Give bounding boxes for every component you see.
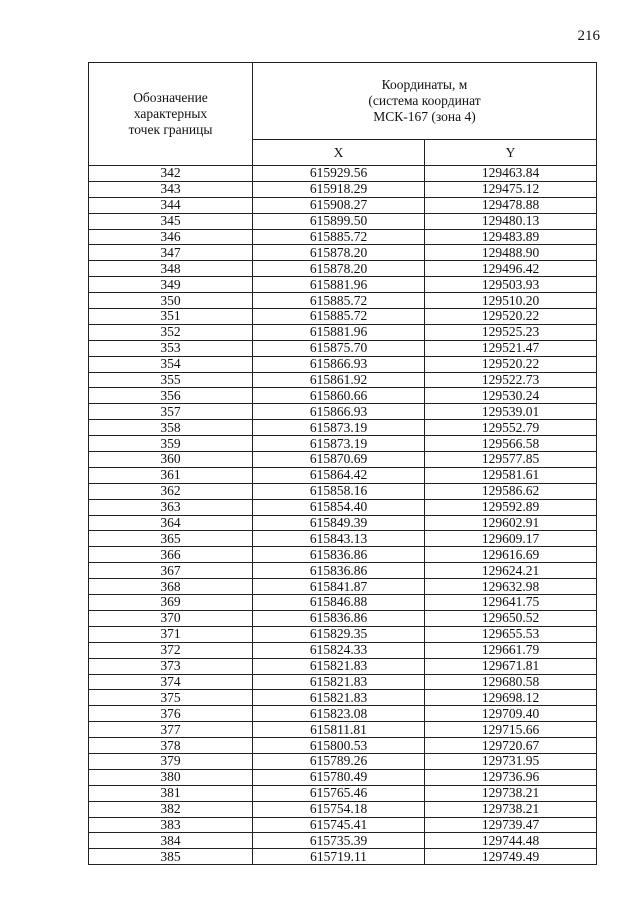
point-number-cell: 349 — [89, 277, 253, 293]
y-coordinate-cell: 129496.42 — [425, 261, 597, 277]
y-coordinate-cell: 129521.47 — [425, 340, 597, 356]
table-header — [89, 63, 597, 166]
coords-header-line-2: (система координат — [368, 93, 481, 109]
x-coordinate-cell: 615849.39 — [253, 515, 425, 531]
x-coordinate-cell: 615866.93 — [253, 404, 425, 420]
x-coordinate-cell: 615780.49 — [253, 769, 425, 785]
point-number-cell: 350 — [89, 293, 253, 309]
table-row — [89, 690, 597, 706]
point-number-cell: 352 — [89, 324, 253, 340]
x-coordinate-cell: 615885.72 — [253, 229, 425, 245]
table-row — [89, 626, 597, 642]
x-coordinate-cell: 615846.88 — [253, 595, 425, 611]
point-number-cell: 359 — [89, 436, 253, 452]
y-coordinate-cell: 129698.12 — [425, 690, 597, 706]
y-coordinate-cell: 129738.21 — [425, 785, 597, 801]
y-coordinate-cell: 129616.69 — [425, 547, 597, 563]
x-coordinate-cell: 615918.29 — [253, 181, 425, 197]
point-number-cell: 348 — [89, 261, 253, 277]
y-coordinate-cell: 129731.95 — [425, 753, 597, 769]
point-number-cell: 381 — [89, 785, 253, 801]
table-row — [89, 372, 597, 388]
x-coordinate-cell: 615841.87 — [253, 579, 425, 595]
table-row — [89, 547, 597, 563]
table-row — [89, 436, 597, 452]
point-number-cell: 382 — [89, 801, 253, 817]
table-row — [89, 722, 597, 738]
y-coordinate-cell: 129661.79 — [425, 642, 597, 658]
y-coordinate-cell: 129586.62 — [425, 483, 597, 499]
point-number-cell: 383 — [89, 817, 253, 833]
x-coordinate-cell: 615860.66 — [253, 388, 425, 404]
y-coordinate-cell: 129552.79 — [425, 420, 597, 436]
x-coordinate-cell: 615858.16 — [253, 483, 425, 499]
point-number-cell: 357 — [89, 404, 253, 420]
x-column-header: X — [253, 140, 425, 166]
x-coordinate-cell: 615719.11 — [253, 849, 425, 865]
x-coordinate-cell: 615873.19 — [253, 420, 425, 436]
point-number-cell: 342 — [89, 166, 253, 182]
table-row — [89, 197, 597, 213]
point-number-cell: 356 — [89, 388, 253, 404]
x-coordinate-cell: 615875.70 — [253, 340, 425, 356]
y-coordinate-cell: 129655.53 — [425, 626, 597, 642]
table-row — [89, 658, 597, 674]
point-number-cell: 354 — [89, 356, 253, 372]
coords-header-line-3: МСК-167 (зона 4) — [373, 109, 476, 125]
table-row — [89, 849, 597, 865]
point-number-cell: 367 — [89, 563, 253, 579]
y-coordinate-cell: 129503.93 — [425, 277, 597, 293]
x-coordinate-cell: 615908.27 — [253, 197, 425, 213]
y-coordinate-cell: 129624.21 — [425, 563, 597, 579]
point-column-header — [89, 63, 253, 166]
x-coordinate-cell: 615745.41 — [253, 817, 425, 833]
y-coordinate-cell: 129522.73 — [425, 372, 597, 388]
table-row — [89, 166, 597, 182]
point-number-cell: 347 — [89, 245, 253, 261]
y-coordinate-cell: 129480.13 — [425, 213, 597, 229]
x-coordinate-cell: 615765.46 — [253, 785, 425, 801]
y-coordinate-cell: 129475.12 — [425, 181, 597, 197]
y-coordinate-cell: 129632.98 — [425, 579, 597, 595]
y-coordinate-cell: 129577.85 — [425, 452, 597, 468]
table-row — [89, 261, 597, 277]
point-number-cell: 384 — [89, 833, 253, 849]
x-coordinate-cell: 615735.39 — [253, 833, 425, 849]
y-coordinate-cell: 129709.40 — [425, 706, 597, 722]
x-coordinate-cell: 615821.83 — [253, 658, 425, 674]
x-coordinate-cell: 615754.18 — [253, 801, 425, 817]
y-coordinate-cell: 129744.48 — [425, 833, 597, 849]
x-coordinate-cell: 615821.83 — [253, 674, 425, 690]
y-coordinate-cell: 129478.88 — [425, 197, 597, 213]
point-number-cell: 370 — [89, 610, 253, 626]
coordinates-column-header — [253, 63, 597, 140]
x-coordinate-cell: 615854.40 — [253, 499, 425, 515]
y-coordinate-cell: 129720.67 — [425, 738, 597, 754]
x-coordinate-cell: 615885.72 — [253, 293, 425, 309]
point-number-cell: 351 — [89, 309, 253, 325]
table-row — [89, 610, 597, 626]
x-coordinate-cell: 615899.50 — [253, 213, 425, 229]
y-coordinate-cell: 129525.23 — [425, 324, 597, 340]
y-coordinate-cell: 129715.66 — [425, 722, 597, 738]
x-coordinate-cell: 615836.86 — [253, 563, 425, 579]
x-coordinate-cell: 615824.33 — [253, 642, 425, 658]
table-row — [89, 309, 597, 325]
table-row — [89, 483, 597, 499]
y-coordinate-cell: 129581.61 — [425, 467, 597, 483]
table-row — [89, 467, 597, 483]
x-coordinate-cell: 615836.86 — [253, 547, 425, 563]
table-row — [89, 404, 597, 420]
y-coordinate-cell: 129530.24 — [425, 388, 597, 404]
x-coordinate-cell: 615823.08 — [253, 706, 425, 722]
y-coordinate-cell: 129641.75 — [425, 595, 597, 611]
page-number: 216 — [577, 28, 600, 44]
x-coordinate-cell: 615843.13 — [253, 531, 425, 547]
x-coordinate-cell: 615881.96 — [253, 277, 425, 293]
point-number-cell: 355 — [89, 372, 253, 388]
point-number-cell: 368 — [89, 579, 253, 595]
y-coordinate-cell: 129671.81 — [425, 658, 597, 674]
x-coordinate-cell: 615885.72 — [253, 309, 425, 325]
coords-header-line-1: Координаты, м — [381, 77, 468, 93]
y-column-header: Y — [425, 140, 597, 166]
point-header-line-2: характерных — [133, 106, 208, 121]
x-coordinate-cell: 615864.42 — [253, 467, 425, 483]
table-row — [89, 563, 597, 579]
point-number-cell: 372 — [89, 642, 253, 658]
x-coordinate-cell: 615829.35 — [253, 626, 425, 642]
point-number-cell: 366 — [89, 547, 253, 563]
point-number-cell: 361 — [89, 467, 253, 483]
table-row — [89, 452, 597, 468]
point-number-cell: 358 — [89, 420, 253, 436]
table-row — [89, 817, 597, 833]
point-number-cell: 343 — [89, 181, 253, 197]
table-row — [89, 499, 597, 515]
table-row — [89, 181, 597, 197]
table-row — [89, 531, 597, 547]
table-row — [89, 515, 597, 531]
y-coordinate-cell: 129749.49 — [425, 849, 597, 865]
x-coordinate-cell: 615789.26 — [253, 753, 425, 769]
y-coordinate-cell: 129520.22 — [425, 309, 597, 325]
y-coordinate-cell: 129680.58 — [425, 674, 597, 690]
table-row — [89, 277, 597, 293]
table-row — [89, 579, 597, 595]
table-row — [89, 324, 597, 340]
point-number-cell: 378 — [89, 738, 253, 754]
x-coordinate-cell: 615873.19 — [253, 436, 425, 452]
x-coordinate-cell: 615878.20 — [253, 261, 425, 277]
y-coordinate-cell: 129592.89 — [425, 499, 597, 515]
x-coordinate-cell: 615881.96 — [253, 324, 425, 340]
x-coordinate-cell: 615821.83 — [253, 690, 425, 706]
point-number-cell: 379 — [89, 753, 253, 769]
x-coordinate-cell: 615929.56 — [253, 166, 425, 182]
point-header-line-3: точек границы — [128, 122, 213, 137]
table-row — [89, 229, 597, 245]
table-row — [89, 293, 597, 309]
x-coordinate-cell: 615878.20 — [253, 245, 425, 261]
table-row — [89, 388, 597, 404]
y-coordinate-cell: 129602.91 — [425, 515, 597, 531]
y-coordinate-cell: 129566.58 — [425, 436, 597, 452]
table-body — [89, 166, 597, 865]
point-number-cell: 380 — [89, 769, 253, 785]
table-row — [89, 674, 597, 690]
point-number-cell: 363 — [89, 499, 253, 515]
x-coordinate-cell: 615866.93 — [253, 356, 425, 372]
point-number-cell: 345 — [89, 213, 253, 229]
point-number-cell: 374 — [89, 674, 253, 690]
point-number-cell: 360 — [89, 452, 253, 468]
table-row — [89, 245, 597, 261]
point-header-line-1: Обозначение — [133, 90, 208, 105]
table-row — [89, 738, 597, 754]
y-coordinate-cell: 129520.22 — [425, 356, 597, 372]
table-row — [89, 595, 597, 611]
table-row — [89, 213, 597, 229]
point-number-cell: 353 — [89, 340, 253, 356]
table-row — [89, 356, 597, 372]
table-row — [89, 753, 597, 769]
y-coordinate-cell: 129736.96 — [425, 769, 597, 785]
table-row — [89, 801, 597, 817]
point-number-cell: 376 — [89, 706, 253, 722]
x-coordinate-cell: 615811.81 — [253, 722, 425, 738]
point-number-cell: 371 — [89, 626, 253, 642]
y-coordinate-cell: 129488.90 — [425, 245, 597, 261]
coordinates-table — [88, 62, 597, 865]
point-number-cell: 346 — [89, 229, 253, 245]
table-row — [89, 642, 597, 658]
point-number-cell: 365 — [89, 531, 253, 547]
table-row — [89, 833, 597, 849]
y-coordinate-cell: 129739.47 — [425, 817, 597, 833]
table-row — [89, 769, 597, 785]
y-coordinate-cell: 129463.84 — [425, 166, 597, 182]
point-number-cell: 364 — [89, 515, 253, 531]
point-number-cell: 385 — [89, 849, 253, 865]
point-number-cell: 375 — [89, 690, 253, 706]
point-number-cell: 369 — [89, 595, 253, 611]
x-coordinate-cell: 615870.69 — [253, 452, 425, 468]
y-coordinate-cell: 129483.89 — [425, 229, 597, 245]
y-coordinate-cell: 129510.20 — [425, 293, 597, 309]
table-row — [89, 785, 597, 801]
point-number-cell: 373 — [89, 658, 253, 674]
y-coordinate-cell: 129650.52 — [425, 610, 597, 626]
x-coordinate-cell: 615861.92 — [253, 372, 425, 388]
point-number-cell: 362 — [89, 483, 253, 499]
table-row — [89, 420, 597, 436]
point-number-cell: 377 — [89, 722, 253, 738]
point-number-cell: 344 — [89, 197, 253, 213]
y-coordinate-cell: 129539.01 — [425, 404, 597, 420]
x-coordinate-cell: 615836.86 — [253, 610, 425, 626]
y-coordinate-cell: 129738.21 — [425, 801, 597, 817]
y-coordinate-cell: 129609.17 — [425, 531, 597, 547]
x-coordinate-cell: 615800.53 — [253, 738, 425, 754]
table-row — [89, 706, 597, 722]
table-row — [89, 340, 597, 356]
